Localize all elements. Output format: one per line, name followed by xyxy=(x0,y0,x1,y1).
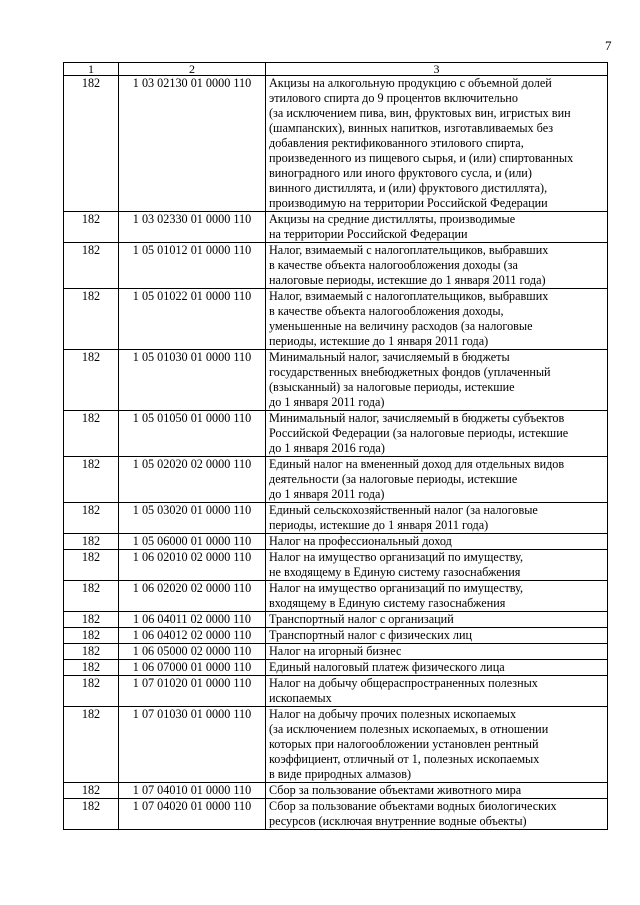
income-name-cell: Минимальный налог, зачисляемый в бюджеты субъектов Российской Федерации (за налоговые периоды, истекшие до 1 января 2016 года) xyxy=(266,411,608,457)
budget-code-cell: 1 03 02330 01 0000 110 xyxy=(119,212,266,243)
table-row xyxy=(64,644,608,660)
income-name-cell: Единый налог на вмененный доход для отдельных видов деятельности (за налоговые периоды, истекшие до 1 января 2011 года) xyxy=(266,457,608,503)
admin-code-cell: 182 xyxy=(64,660,119,676)
admin-code-cell: 182 xyxy=(64,644,119,660)
table-row xyxy=(64,503,608,534)
page-number: 7 xyxy=(605,38,612,53)
budget-code-cell: 1 05 01012 01 0000 110 xyxy=(119,243,266,289)
admin-code-cell: 182 xyxy=(64,503,119,534)
budget-code-cell: 1 06 04011 02 0000 110 xyxy=(119,612,266,628)
header-col-3: 3 xyxy=(266,63,608,76)
income-name-cell: Сбор за пользование объектами животного мира xyxy=(266,783,608,799)
budget-code-cell: 1 05 02020 02 0000 110 xyxy=(119,457,266,503)
header-col-1: 1 xyxy=(64,63,119,76)
budget-code-cell: 1 05 01022 01 0000 110 xyxy=(119,289,266,350)
admin-code-cell: 182 xyxy=(64,612,119,628)
income-name-cell: Налог на игорный бизнес xyxy=(266,644,608,660)
table-row xyxy=(64,76,608,212)
income-name-cell: Минимальный налог, зачисляемый в бюджеты государственных внебюджетных фондов (уплаченный (взысканный) за налоговые периоды, истекшие до 1 января 2011 года) xyxy=(266,350,608,411)
admin-code-cell: 182 xyxy=(64,243,119,289)
admin-code-cell: 182 xyxy=(64,411,119,457)
income-name-cell: Транспортный налог с физических лиц xyxy=(266,628,608,644)
admin-code-cell: 182 xyxy=(64,76,119,212)
budget-code-cell: 1 07 04020 01 0000 110 xyxy=(119,799,266,830)
table-row xyxy=(64,581,608,612)
budget-code-cell: 1 06 02020 02 0000 110 xyxy=(119,581,266,612)
table-body xyxy=(64,63,608,830)
table-row xyxy=(64,628,608,644)
header-col-2: 2 xyxy=(119,63,266,76)
admin-code-cell: 182 xyxy=(64,350,119,411)
budget-code-cell: 1 06 02010 02 0000 110 xyxy=(119,550,266,581)
table-row xyxy=(64,289,608,350)
table-row xyxy=(64,350,608,411)
admin-code-cell: 182 xyxy=(64,799,119,830)
admin-code-cell: 182 xyxy=(64,676,119,707)
table-row xyxy=(64,212,608,243)
income-name-cell: Транспортный налог с организаций xyxy=(266,612,608,628)
revenue-codes-table xyxy=(63,62,608,830)
table-row xyxy=(64,243,608,289)
admin-code-cell: 182 xyxy=(64,550,119,581)
budget-code-cell: 1 05 03020 01 0000 110 xyxy=(119,503,266,534)
table-row xyxy=(64,783,608,799)
table-row xyxy=(64,707,608,783)
table-row xyxy=(64,676,608,707)
income-name-cell: Налог на профессиональный доход xyxy=(266,534,608,550)
income-name-cell: Акцизы на алкогольную продукцию с объемной долей этилового спирта до 9 процентов включительно (за исключением пива, вин, фруктовых вин, игристых вин (шампанских), винных напитков, изготавливаемых без добавления ректификованного этилового спирта, произведенного из пищевого сырья, и (или) спиртованных виноградного или иного фруктового сусла, и (или) винного дистиллята, и (или) фруктового дистиллята), производимую на территории Российской Федерации xyxy=(266,76,608,212)
budget-code-cell: 1 03 02130 01 0000 110 xyxy=(119,76,266,212)
budget-code-cell: 1 05 06000 01 0000 110 xyxy=(119,534,266,550)
budget-code-cell: 1 05 01030 01 0000 110 xyxy=(119,350,266,411)
table-row xyxy=(64,457,608,503)
table-row xyxy=(64,612,608,628)
budget-code-cell: 1 07 04010 01 0000 110 xyxy=(119,783,266,799)
budget-code-cell: 1 07 01020 01 0000 110 xyxy=(119,676,266,707)
table-row xyxy=(64,411,608,457)
table-row xyxy=(64,534,608,550)
admin-code-cell: 182 xyxy=(64,289,119,350)
admin-code-cell: 182 xyxy=(64,534,119,550)
budget-code-cell: 1 06 05000 02 0000 110 xyxy=(119,644,266,660)
income-name-cell: Налог на имущество организаций по имуществу, входящему в Единую систему газоснабжения xyxy=(266,581,608,612)
income-name-cell: Единый налоговый платеж физического лица xyxy=(266,660,608,676)
income-name-cell: Сбор за пользование объектами водных биологических ресурсов (исключая внутренние водные объекты) xyxy=(266,799,608,830)
income-name-cell: Налог, взимаемый с налогоплательщиков, выбравших в качестве объекта налогообложения доходы, уменьшенные на величину расходов (за налоговые периоды, истекшие до 1 января 2011 года) xyxy=(266,289,608,350)
admin-code-cell: 182 xyxy=(64,212,119,243)
admin-code-cell: 182 xyxy=(64,457,119,503)
budget-code-cell: 1 06 07000 01 0000 110 xyxy=(119,660,266,676)
table-row xyxy=(64,550,608,581)
income-name-cell: Налог на имущество организаций по имуществу, не входящему в Единую систему газоснабжения xyxy=(266,550,608,581)
table-row xyxy=(64,799,608,830)
table-header-row xyxy=(64,63,608,76)
income-name-cell: Единый сельскохозяйственный налог (за налоговые периоды, истекшие до 1 января 2011 года) xyxy=(266,503,608,534)
budget-code-cell: 1 07 01030 01 0000 110 xyxy=(119,707,266,783)
admin-code-cell: 182 xyxy=(64,707,119,783)
income-name-cell: Налог на добычу общераспространенных полезных ископаемых xyxy=(266,676,608,707)
budget-code-cell: 1 05 01050 01 0000 110 xyxy=(119,411,266,457)
table-row xyxy=(64,660,608,676)
income-name-cell: Налог на добычу прочих полезных ископаемых (за исключением полезных ископаемых, в отношении которых при налогообложении установлен рентный коэффициент, отличный от 1, полезных ископаемых в виде природных алмазов) xyxy=(266,707,608,783)
income-name-cell: Акцизы на средние дистилляты, производимые на территории Российской Федерации xyxy=(266,212,608,243)
admin-code-cell: 182 xyxy=(64,783,119,799)
admin-code-cell: 182 xyxy=(64,628,119,644)
income-name-cell: Налог, взимаемый с налогоплательщиков, выбравших в качестве объекта налогообложения доходы (за налоговые периоды, истекшие до 1 января 2011 года) xyxy=(266,243,608,289)
budget-code-cell: 1 06 04012 02 0000 110 xyxy=(119,628,266,644)
admin-code-cell: 182 xyxy=(64,581,119,612)
